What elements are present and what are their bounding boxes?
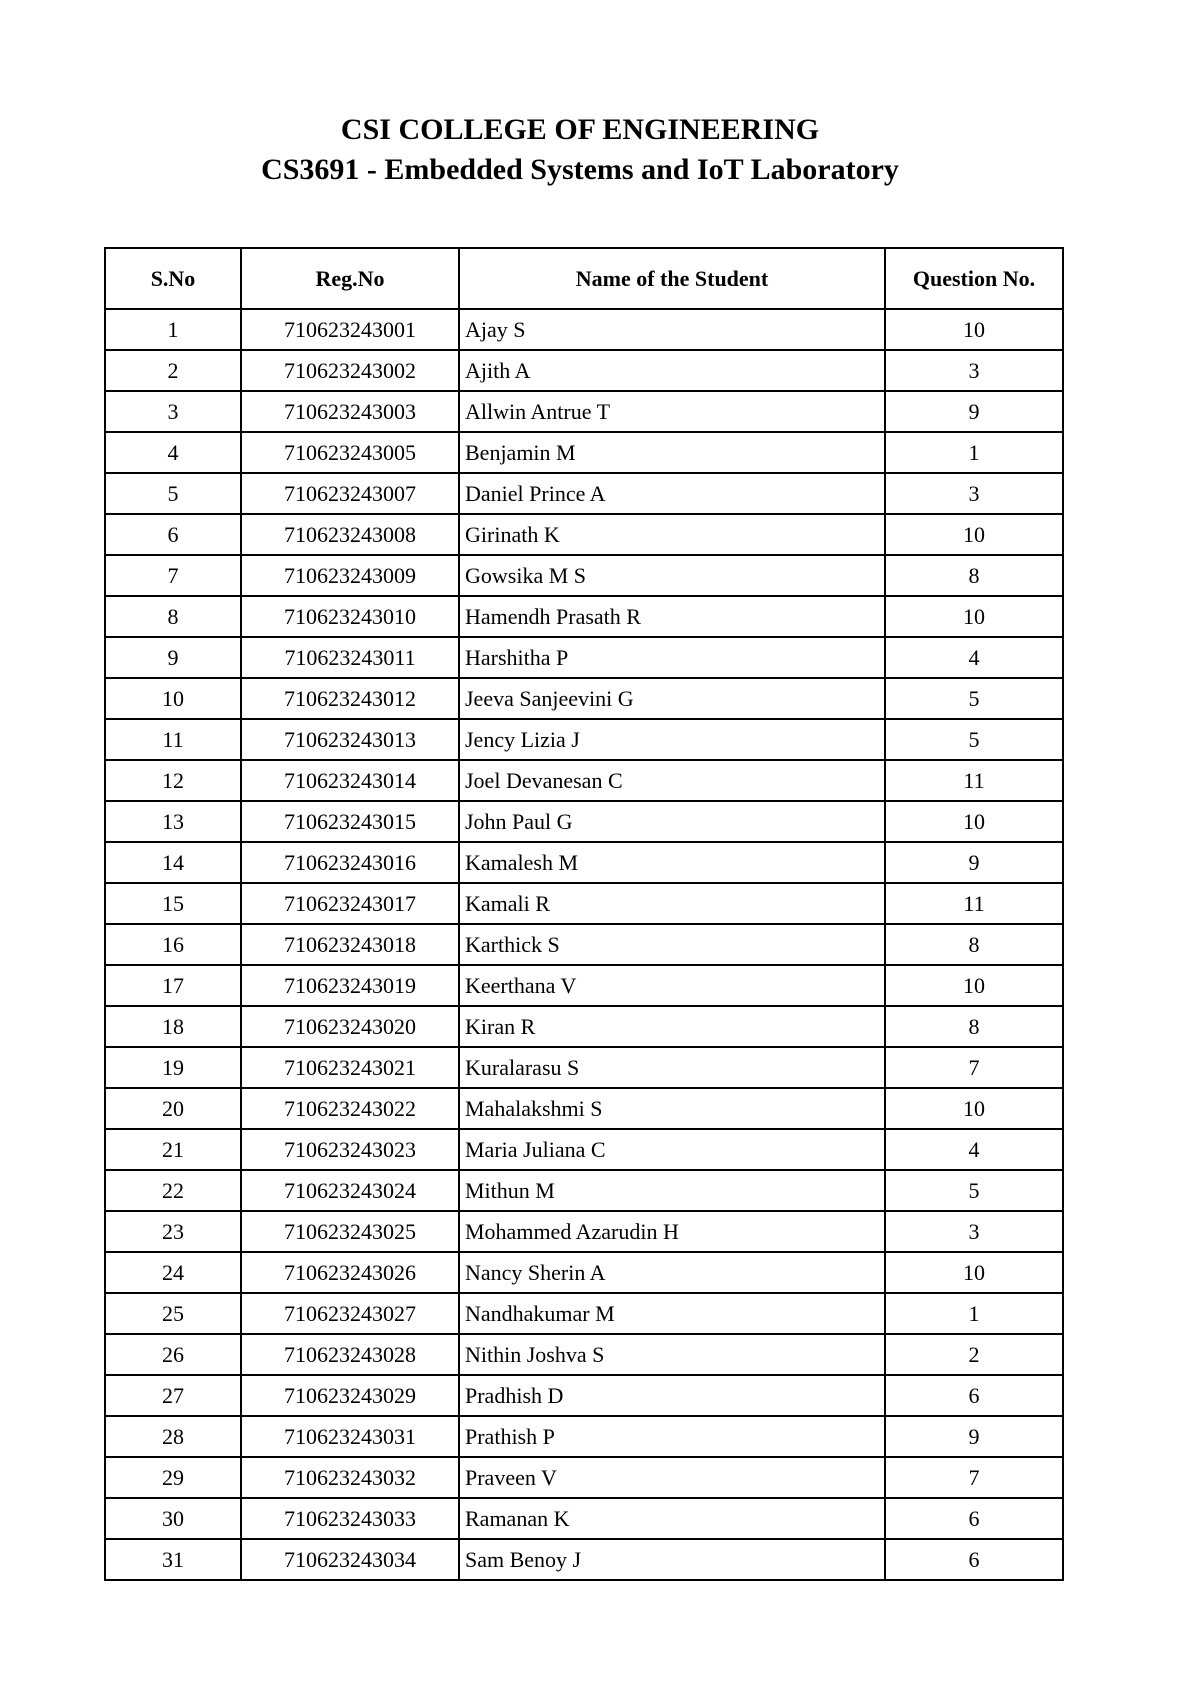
student-question-table — [104, 247, 1064, 1581]
table-row — [105, 637, 1063, 678]
cell-sno: 20 — [105, 1088, 241, 1129]
cell-student-name: Benjamin M — [459, 432, 885, 473]
table-row — [105, 1334, 1063, 1375]
cell-student-name: Ramanan K — [459, 1498, 885, 1539]
table-row — [105, 391, 1063, 432]
table-row — [105, 596, 1063, 637]
cell-regno: 710623243034 — [241, 1539, 459, 1580]
table-row — [105, 1170, 1063, 1211]
cell-question-no: 10 — [885, 514, 1063, 555]
cell-regno: 710623243019 — [241, 965, 459, 1006]
table-row — [105, 1539, 1063, 1580]
column-header-name: Name of the Student — [459, 248, 885, 309]
cell-student-name: Hamendh Prasath R — [459, 596, 885, 637]
document-header — [0, 110, 1160, 190]
cell-student-name: Keerthana V — [459, 965, 885, 1006]
cell-question-no: 11 — [885, 760, 1063, 801]
column-header-regno: Reg.No — [241, 248, 459, 309]
cell-regno: 710623243026 — [241, 1252, 459, 1293]
cell-regno: 710623243011 — [241, 637, 459, 678]
cell-regno: 710623243010 — [241, 596, 459, 637]
table-row — [105, 1211, 1063, 1252]
cell-question-no: 10 — [885, 1252, 1063, 1293]
cell-question-no: 8 — [885, 1006, 1063, 1047]
cell-regno: 710623243031 — [241, 1416, 459, 1457]
cell-sno: 18 — [105, 1006, 241, 1047]
cell-regno: 710623243007 — [241, 473, 459, 514]
cell-sno: 7 — [105, 555, 241, 596]
cell-sno: 1 — [105, 309, 241, 350]
cell-student-name: Harshitha P — [459, 637, 885, 678]
cell-student-name: Jeeva Sanjeevini G — [459, 678, 885, 719]
cell-sno: 21 — [105, 1129, 241, 1170]
cell-student-name: Ajay S — [459, 309, 885, 350]
cell-student-name: Kuralarasu S — [459, 1047, 885, 1088]
cell-question-no: 9 — [885, 1416, 1063, 1457]
cell-student-name: Prathish P — [459, 1416, 885, 1457]
cell-regno: 710623243017 — [241, 883, 459, 924]
table-row — [105, 555, 1063, 596]
cell-regno: 710623243018 — [241, 924, 459, 965]
cell-sno: 4 — [105, 432, 241, 473]
cell-regno: 710623243021 — [241, 1047, 459, 1088]
cell-question-no: 3 — [885, 1211, 1063, 1252]
table-row — [105, 1006, 1063, 1047]
table-header-row — [105, 248, 1063, 309]
table-row — [105, 842, 1063, 883]
college-title: CSI COLLEGE OF ENGINEERING — [340, 113, 820, 146]
cell-student-name: Girinath K — [459, 514, 885, 555]
cell-student-name: John Paul G — [459, 801, 885, 842]
cell-sno: 9 — [105, 637, 241, 678]
cell-regno: 710623243001 — [241, 309, 459, 350]
cell-question-no: 6 — [885, 1375, 1063, 1416]
cell-student-name: Mahalakshmi S — [459, 1088, 885, 1129]
cell-student-name: Nithin Joshva S — [459, 1334, 885, 1375]
cell-regno: 710623243008 — [241, 514, 459, 555]
table-row — [105, 883, 1063, 924]
cell-sno: 16 — [105, 924, 241, 965]
cell-sno: 30 — [105, 1498, 241, 1539]
cell-question-no: 1 — [885, 1293, 1063, 1334]
cell-sno: 22 — [105, 1170, 241, 1211]
cell-regno: 710623243002 — [241, 350, 459, 391]
cell-question-no: 6 — [885, 1498, 1063, 1539]
cell-question-no: 3 — [885, 350, 1063, 391]
cell-regno: 710623243020 — [241, 1006, 459, 1047]
table-row — [105, 350, 1063, 391]
cell-regno: 710623243025 — [241, 1211, 459, 1252]
cell-question-no: 5 — [885, 678, 1063, 719]
table-row — [105, 678, 1063, 719]
cell-sno: 17 — [105, 965, 241, 1006]
table-row — [105, 432, 1063, 473]
cell-regno: 710623243015 — [241, 801, 459, 842]
cell-regno: 710623243009 — [241, 555, 459, 596]
cell-regno: 710623243013 — [241, 719, 459, 760]
cell-question-no: 9 — [885, 391, 1063, 432]
cell-student-name: Sam Benoy J — [459, 1539, 885, 1580]
table-row — [105, 760, 1063, 801]
cell-regno: 710623243028 — [241, 1334, 459, 1375]
cell-question-no: 1 — [885, 432, 1063, 473]
cell-sno: 29 — [105, 1457, 241, 1498]
table-row — [105, 309, 1063, 350]
cell-student-name: Pradhish D — [459, 1375, 885, 1416]
cell-question-no: 5 — [885, 719, 1063, 760]
cell-sno: 25 — [105, 1293, 241, 1334]
cell-student-name: Jency Lizia J — [459, 719, 885, 760]
cell-sno: 24 — [105, 1252, 241, 1293]
table-row — [105, 1129, 1063, 1170]
cell-question-no: 3 — [885, 473, 1063, 514]
cell-sno: 15 — [105, 883, 241, 924]
cell-question-no: 9 — [885, 842, 1063, 883]
cell-sno: 14 — [105, 842, 241, 883]
cell-student-name: Ajith A — [459, 350, 885, 391]
cell-regno: 710623243022 — [241, 1088, 459, 1129]
cell-sno: 23 — [105, 1211, 241, 1252]
table-body — [105, 309, 1063, 1580]
cell-student-name: Kamali R — [459, 883, 885, 924]
cell-question-no: 8 — [885, 924, 1063, 965]
column-header-sno: S.No — [105, 248, 241, 309]
cell-sno: 19 — [105, 1047, 241, 1088]
column-header-question: Question No. — [885, 248, 1063, 309]
cell-question-no: 5 — [885, 1170, 1063, 1211]
cell-question-no: 4 — [885, 1129, 1063, 1170]
cell-student-name: Gowsika M S — [459, 555, 885, 596]
cell-regno: 710623243016 — [241, 842, 459, 883]
cell-sno: 12 — [105, 760, 241, 801]
cell-student-name: Nandhakumar M — [459, 1293, 885, 1334]
table-row — [105, 1088, 1063, 1129]
table-row — [105, 1416, 1063, 1457]
table-row — [105, 965, 1063, 1006]
cell-question-no: 10 — [885, 309, 1063, 350]
cell-question-no: 7 — [885, 1047, 1063, 1088]
cell-sno: 2 — [105, 350, 241, 391]
cell-regno: 710623243027 — [241, 1293, 459, 1334]
cell-sno: 26 — [105, 1334, 241, 1375]
table-row — [105, 1498, 1063, 1539]
cell-sno: 10 — [105, 678, 241, 719]
cell-student-name: Mohammed Azarudin H — [459, 1211, 885, 1252]
cell-regno: 710623243012 — [241, 678, 459, 719]
table-row — [105, 1375, 1063, 1416]
table-row — [105, 924, 1063, 965]
cell-student-name: Daniel Prince A — [459, 473, 885, 514]
cell-student-name: Karthick S — [459, 924, 885, 965]
cell-student-name: Praveen V — [459, 1457, 885, 1498]
table-row — [105, 801, 1063, 842]
cell-sno: 13 — [105, 801, 241, 842]
cell-question-no: 6 — [885, 1539, 1063, 1580]
cell-question-no: 2 — [885, 1334, 1063, 1375]
cell-student-name: Nancy Sherin A — [459, 1252, 885, 1293]
cell-regno: 710623243029 — [241, 1375, 459, 1416]
cell-question-no: 10 — [885, 801, 1063, 842]
cell-sno: 28 — [105, 1416, 241, 1457]
cell-sno: 8 — [105, 596, 241, 637]
cell-sno: 27 — [105, 1375, 241, 1416]
cell-student-name: Maria Juliana C — [459, 1129, 885, 1170]
cell-student-name: Kiran R — [459, 1006, 885, 1047]
cell-question-no: 10 — [885, 965, 1063, 1006]
table-row — [105, 1457, 1063, 1498]
cell-student-name: Kamalesh M — [459, 842, 885, 883]
cell-question-no: 10 — [885, 1088, 1063, 1129]
cell-regno: 710623243003 — [241, 391, 459, 432]
cell-sno: 6 — [105, 514, 241, 555]
table-row — [105, 1293, 1063, 1334]
table-row — [105, 473, 1063, 514]
cell-sno: 3 — [105, 391, 241, 432]
cell-regno: 710623243033 — [241, 1498, 459, 1539]
cell-student-name: Mithun M — [459, 1170, 885, 1211]
cell-sno: 11 — [105, 719, 241, 760]
cell-regno: 710623243005 — [241, 432, 459, 473]
cell-student-name: Allwin Antrue T — [459, 391, 885, 432]
cell-question-no: 10 — [885, 596, 1063, 637]
cell-student-name: Joel Devanesan C — [459, 760, 885, 801]
cell-regno: 710623243014 — [241, 760, 459, 801]
table-row — [105, 514, 1063, 555]
cell-question-no: 8 — [885, 555, 1063, 596]
cell-sno: 5 — [105, 473, 241, 514]
cell-question-no: 4 — [885, 637, 1063, 678]
cell-regno: 710623243024 — [241, 1170, 459, 1211]
cell-sno: 31 — [105, 1539, 241, 1580]
cell-question-no: 7 — [885, 1457, 1063, 1498]
table-row — [105, 1047, 1063, 1088]
cell-question-no: 11 — [885, 883, 1063, 924]
cell-regno: 710623243032 — [241, 1457, 459, 1498]
cell-regno: 710623243023 — [241, 1129, 459, 1170]
table-row — [105, 719, 1063, 760]
table-row — [105, 1252, 1063, 1293]
course-title: CS3691 - Embedded Systems and IoT Laboratory — [261, 153, 899, 186]
